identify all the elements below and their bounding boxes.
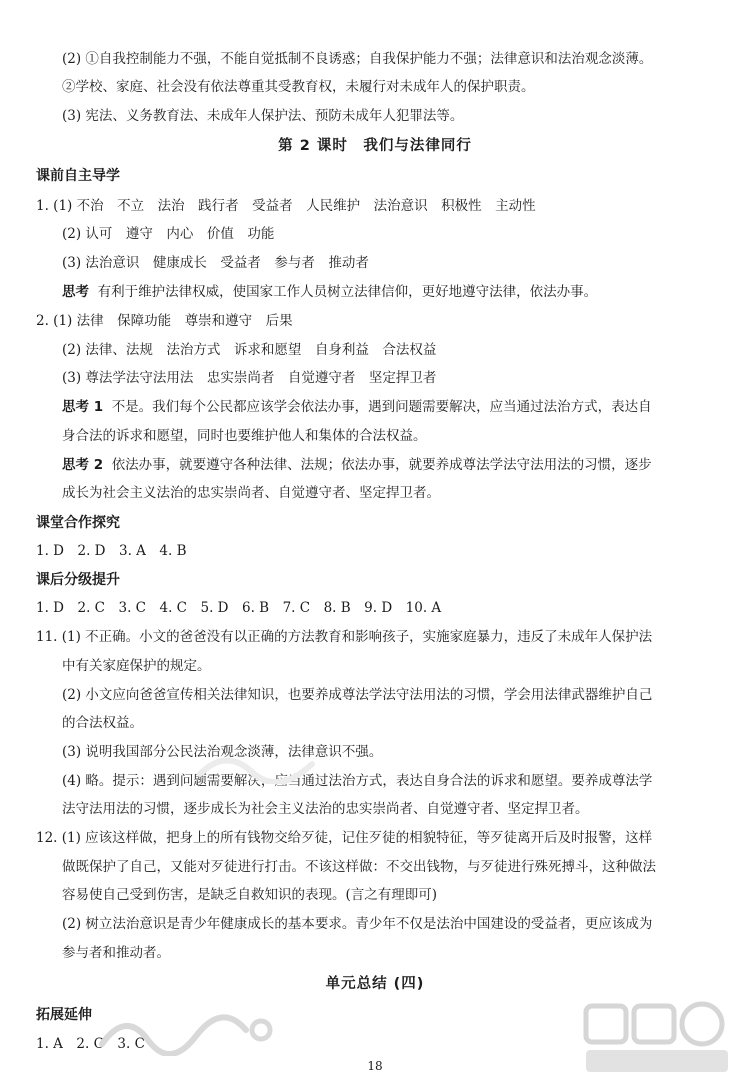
answer-line: 容易使自己受到伤害，是缺乏自救知识的表现。(言之有理即可): [62, 887, 438, 903]
answer-line: (4) 略。提示：遇到问题需要解决，应当通过法治方式，表达自身合法的诉求和愿望。要养成尊法学: [62, 773, 653, 789]
answer-line: 1. A 2. C 3. C: [36, 1036, 145, 1052]
think-label: 思考 1: [62, 399, 104, 415]
answer-line: (3) 尊法学法守法用法 忠实崇尚者 自觉遵守者 坚定捍卫者: [62, 370, 437, 386]
answer-line: 法守法用法的习惯，逐步成长为社会主义法治的忠实崇尚者、自觉遵守者、坚定捍卫者。: [62, 801, 589, 817]
answer-line: 11. (1) 不正确。小文的爸爸没有以正确的方法教育和影响孩子，实施家庭暴力，违反了未成年人保护法: [36, 629, 653, 645]
think-label: 思考 2: [62, 457, 104, 473]
answer-line: (2) 树立法治意识是青少年健康成长的基本要求。青少年不仅是法治中国建设的受益者，更应该成为: [62, 916, 653, 932]
answer-line: 2. (1) 法律 保障功能 尊崇和遵守 后果: [36, 313, 293, 329]
answer-line: 的合法权益。: [62, 715, 143, 731]
watermark-logo-icon: [582, 1000, 732, 1078]
think-line: [62, 282, 597, 302]
section-heading: 课前自主导学: [36, 168, 120, 184]
think-text: 有利于维护法律权威，使国家工作人员树立法律信仰，更好地遵守法律，依法办事。: [97, 284, 598, 300]
think-text: 不是。我们每个公民都应该学会依法办事，遇到问题需要解决，应当通过法治方式，表达自: [111, 399, 652, 415]
unit-title: 单元总结 (四): [325, 976, 425, 992]
watermark-faint-icon: [196, 744, 316, 784]
section-heading: 课后分级提升: [36, 572, 120, 588]
lesson-title: 第 2 课时 我们与法律同行: [278, 138, 472, 154]
answer-line: ②学校、家庭、社会没有依法尊重其受教育权，未履行对未成年人的保护职责。: [62, 79, 535, 95]
answer-line: (2) 认可 遵守 内心 价值 功能: [62, 226, 275, 242]
answer-line: (3) 说明我国部分公民法治观念淡薄，法律意识不强。: [62, 744, 383, 760]
section-heading: 拓展延伸: [36, 1007, 92, 1023]
watermark-site-icon: [96, 1000, 276, 1056]
answer-line: 参与者和推动者。: [62, 945, 170, 961]
think-text: 依法办事，就要遵守各种法律、法规；依法办事，就要养成尊法学法守法用法的习惯，逐步: [111, 457, 652, 473]
answer-line: 中有关家庭保护的规定。: [62, 658, 211, 674]
page-number: 18: [367, 1059, 383, 1073]
answer-line: (3) 法治意识 健康成长 受益者 参与者 推动者: [62, 255, 369, 271]
answer-line: 1. D 2. C 3. C 4. C 5. D 6. B 7. C 8. B 9. D 10. A: [36, 600, 442, 616]
think-continuation: 成长为社会主义法治的忠实崇尚者、自觉遵守者、坚定捍卫者。: [62, 485, 440, 501]
answer-line: 12. (1) 应该这样做，把身上的所有钱物交给歹徒，记住歹徒的相貌特征，等歹徒离开后及时报警，这样: [36, 830, 653, 846]
think-line: [62, 397, 652, 417]
think-line: [62, 455, 652, 475]
answer-line: 1. D 2. D 3. A 4. B: [36, 543, 187, 559]
answer-line: 1. (1) 不治 不立 法治 践行者 受益者 人民维护 法治意识 积极性 主动性: [36, 198, 536, 214]
answer-line: (3) 宪法、义务教育法、未成年人保护法、预防未成年人犯罪法等。: [62, 108, 464, 124]
answer-line: (2) 法律、法规 法治方式 诉求和愿望 自身利益 合法权益: [62, 342, 437, 358]
answer-line: (2) 小文应向爸爸宣传相关法律知识，也要养成尊法学法守法用法的习惯，学会用法律武器维护自己: [62, 687, 653, 703]
think-continuation: 身合法的诉求和愿望，同时也要维护他人和集体的合法权益。: [62, 428, 427, 444]
answer-line: 做既保护了自己，又能对歹徒进行打击。不该这样做：不交出钱物，与歹徒进行殊死搏斗，这种做法: [62, 859, 656, 875]
think-label: 思考: [62, 284, 89, 300]
section-heading: 课堂合作探究: [36, 515, 120, 531]
answer-line: (2) ①自我控制能力不强，不能自觉抵制不良诱惑；自我保护能力不强；法律意识和法治观念淡薄。: [62, 51, 653, 67]
